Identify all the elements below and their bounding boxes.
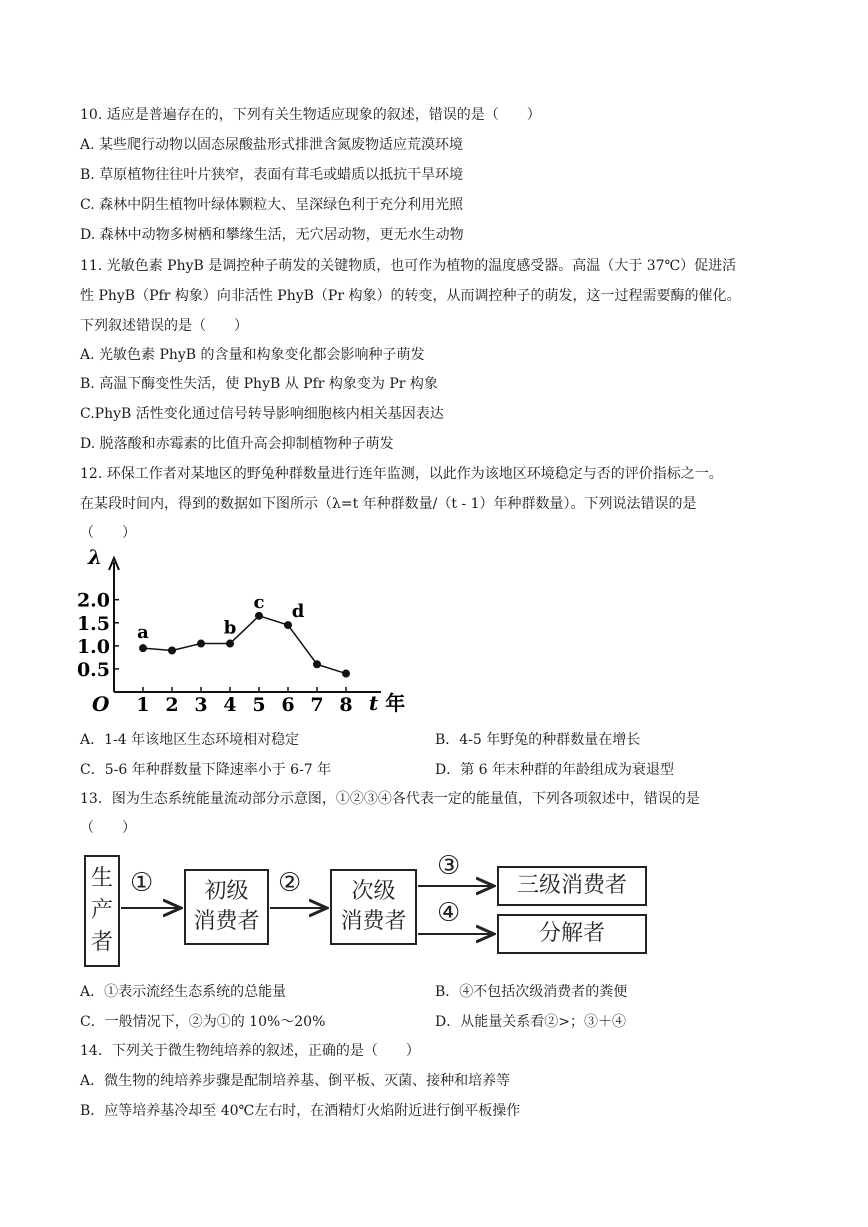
q12-option-a: A．1-4 年该地区生态环境相对稳定 (80, 732, 300, 748)
q10-option-c: C. 森林中阴生植物叶绿体颗粒大、呈深绿色利于充分利用光照 (80, 197, 464, 213)
point-label: d (291, 601, 305, 623)
x-tick-label: 1 (136, 694, 150, 716)
q13-stem-line2: （ ） (80, 820, 136, 836)
data-point (313, 660, 321, 668)
q11-stem-line1: 11. 光敏色素 PhyB 是调控种子萌发的关键物质，也可作为植物的温度感受器。高温（大于 37℃）促进活 (80, 258, 737, 274)
q10-option-a: A. 某些爬行动物以固态尿酸盐形式排泄含氮废物适应荒漠环境 (80, 137, 464, 153)
lambda-line-chart (76, 545, 406, 723)
q14-option-a: A．微生物的纯培养步骤是配制培养基、倒平板、灭菌、接种和培养等 (80, 1073, 511, 1089)
x-tick-label: 3 (194, 694, 208, 716)
q14-option-b: B．应等培养基冷却至 40℃左右时，在酒精灯火焰附近进行倒平板操作 (80, 1103, 521, 1119)
x-tick-label: 4 (223, 694, 237, 716)
producer-char-1: 生 (90, 866, 113, 891)
data-point (284, 621, 292, 629)
q11-option-b: B. 高温下酶变性失活，使 PhyB 从 Pfr 构象变为 Pr 构象 (80, 376, 438, 392)
data-point (226, 640, 234, 648)
producer-box (84, 855, 120, 967)
data-point (197, 640, 205, 648)
q12-stem-line3: （ ） (80, 525, 136, 541)
point-label: b (223, 617, 237, 639)
energy-marker-1: ① (130, 868, 154, 898)
q12-stem-line2: 在某段时间内，得到的数据如下图所示（λ=t 年种群数量/（t - 1）年种群数量）。下列说法错误的是 (80, 496, 697, 512)
q14-stem: 14．下列关于微生物纯培养的叙述，正确的是（ ） (80, 1043, 420, 1059)
q11-option-c: C.PhyB 活性变化通过信号转导影响细胞核内相关基因表达 (80, 406, 444, 422)
secondary-consumer-label-1: 次级 (351, 879, 396, 904)
q12-stem-line1: 12. 环保工作者对某地区的野兔种群数量进行连年监测，以此作为该地区环境稳定与否的评价指标之一。 (80, 466, 723, 482)
q13-option-d: D．从能量关系看②>；③＋④ (435, 1014, 626, 1030)
q10-stem: 10. 适应是普遍存在的，下列有关生物适应现象的叙述，错误的是（ ） (80, 107, 541, 123)
y-tick-label: 1.0 (76, 635, 110, 658)
energy-marker-3: ③ (437, 851, 461, 881)
data-point (255, 612, 263, 620)
primary-consumer-label-1: 初级 (204, 879, 249, 904)
q11-option-d: D. 脱落酸和赤霉素的比值升高会抑制植物种子萌发 (80, 436, 394, 452)
q11-stem-line3: 下列叙述错误的是（ ） (80, 318, 248, 334)
y-tick-label: 0.5 (76, 658, 110, 681)
q10-option-d: D. 森林中动物多树栖和攀缘生活，无穴居动物，更无水生动物 (80, 227, 464, 243)
data-point (342, 670, 350, 678)
q13-option-a: A．①表示流经生态系统的总能量 (80, 984, 287, 1000)
q12-option-b: B．4-5 年野兔的种群数量在增长 (435, 732, 641, 748)
x-tick-label: 6 (281, 694, 295, 716)
q11-stem-line2: 性 PhyB（Pfr 构象）向非活性 PhyB（Pr 构象）的转变，从而调控种子的萌发，这一过程需要酶的催化。 (80, 288, 741, 304)
data-point (168, 646, 176, 654)
q13-stem-line1: 13．图为生态系统能量流动部分示意图，①②③④各代表一定的能量值，下列各项叙述中，错误的是 (80, 791, 700, 807)
point-label: c (253, 591, 265, 613)
primary-consumer-label-2: 消费者 (193, 909, 260, 934)
decomposer-label: 分解者 (538, 921, 605, 946)
producer-char-2: 产 (90, 898, 113, 923)
tertiary-consumer-box (497, 866, 647, 906)
q13-option-c: C．一般情况下，②为①的 10%～20% (80, 1014, 326, 1030)
secondary-consumer-box (330, 869, 417, 945)
q13-option-b: B．④不包括次级消费者的粪便 (435, 984, 628, 1000)
x-axis-label: t 年 (369, 691, 406, 715)
tertiary-consumer-label: 三级消费者 (516, 873, 627, 898)
x-tick-label: 7 (310, 694, 324, 716)
x-tick-label: 8 (339, 694, 353, 716)
q10-option-b: B. 草原植物往往叶片狭窄，表面有茸毛或蜡质以抵抗干旱环境 (80, 167, 464, 183)
energy-marker-4: ④ (437, 898, 461, 928)
secondary-consumer-label-2: 消费者 (340, 909, 407, 934)
x-tick-label: 2 (165, 694, 179, 716)
data-point (139, 644, 147, 652)
decomposer-box (497, 914, 647, 954)
y-tick-label: 1.5 (76, 612, 110, 635)
y-tick-label: 2.0 (76, 589, 110, 612)
q11-option-a: A. 光敏色素 PhyB 的含量和构象变化都会影响种子萌发 (80, 347, 425, 363)
x-tick-label: 5 (252, 694, 266, 716)
q12-option-c: C．5-6 年种群数量下降速率小于 6-7 年 (80, 762, 332, 778)
point-label: a (137, 622, 149, 644)
producer-char-3: 者 (90, 930, 113, 955)
q12-option-d: D．第 6 年末种群的年龄组成为衰退型 (435, 762, 675, 778)
origin-label: O (92, 692, 110, 716)
y-axis-label: λ (88, 545, 103, 569)
energy-marker-2: ② (278, 868, 302, 898)
primary-consumer-box (184, 869, 269, 945)
